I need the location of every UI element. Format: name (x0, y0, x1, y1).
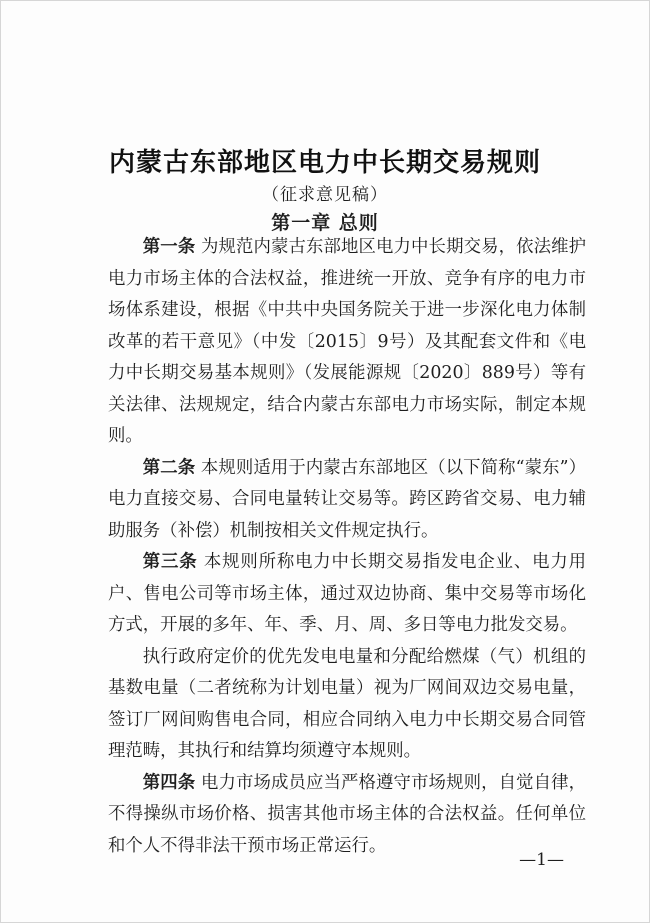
article-label: 第四条 (142, 772, 196, 793)
article-label: 第三条 (142, 552, 198, 572)
document-body (108, 232, 586, 862)
paragraph-text: 电力市场成员应当严格遵守市场规则，自觉自律，不得操纵市场价格、损害其他市场主体的合法权益。任何单位和个人不得非法干预市场正常运行。 (108, 772, 586, 856)
page-number: —1— (519, 850, 564, 870)
paragraph-article-2 (108, 453, 586, 548)
paragraph-text: 本规则所称电力中长期交易指发电企业、电力用户、售电公司等市场主体，通过双边协商、集中交易等市场化方式，开展的多年、年、季、月、周、多日等电力批发交易。 (108, 552, 586, 635)
paragraph-text: 执行政府定价的优先发电电量和分配给燃煤（气）机组的基数电量（二者统称为计划电量）视为厂网间双边交易电量，签订厂网间购售电合同，相应合同纳入电力中长期交易合同管理范畴，其执行和结算均须遵守本规则。 (108, 646, 586, 761)
paragraph-article-4 (108, 768, 586, 863)
paragraph-text: 为规范内蒙古东部地区电力中长期交易，依法维护电力市场主体的合法权益，推进统一开放、竞争有序的电力市场体系建设，根据《中共中央国务院关于进一步深化电力体制改革的若干意见》（中发〔2015〕9号）及其配套文件和《电力中长期交易基本规则》（发展能源规〔2020〕889号）等有关法律、法规规定，结合内蒙古东部电力市场实际，制定本规则。 (108, 237, 586, 446)
article-label: 第二条 (142, 457, 196, 478)
paragraph-article-1 (108, 232, 586, 453)
paragraph-article-3 (108, 547, 586, 642)
document-subtitle: （征求意见稿） (262, 185, 388, 205)
chapter-heading: 第一章 总则 (271, 212, 379, 234)
paragraph-article-3-continued (108, 642, 586, 768)
document-title: 内蒙古东部地区电力中长期交易规则 (108, 148, 541, 178)
article-label: 第一条 (142, 237, 196, 257)
paragraph-text: 本规则适用于内蒙古东部地区（以下简称“蒙东”）电力直接交易、合同电量转让交易等。跨区跨省交易、电力辅助服务（补偿）机制按相关文件规定执行。 (108, 457, 586, 541)
